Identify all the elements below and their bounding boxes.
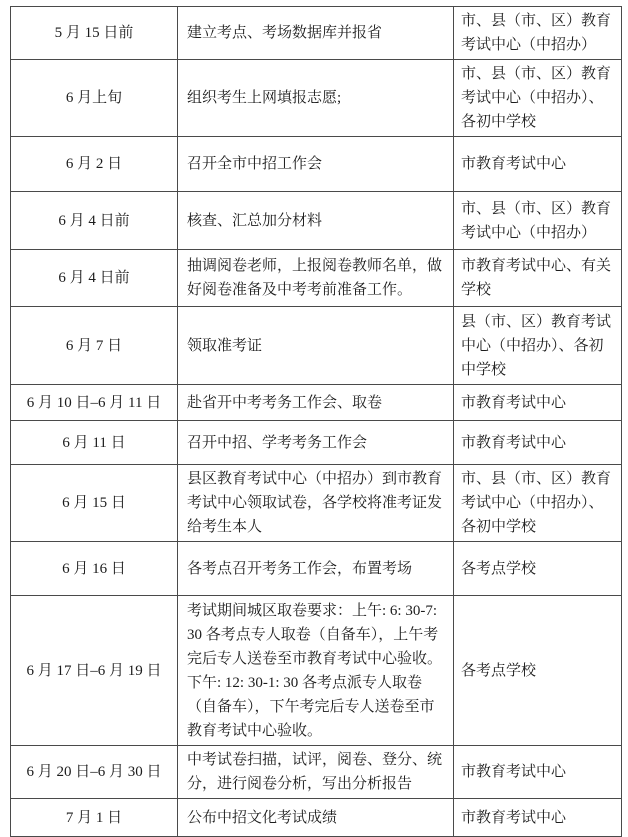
table-row bbox=[11, 192, 622, 250]
org-cell: 各考点学校 bbox=[454, 542, 622, 596]
table-row bbox=[11, 421, 622, 465]
task-cell: 核查、汇总加分材料 bbox=[178, 192, 454, 250]
table-row bbox=[11, 250, 622, 307]
org-cell: 市、县（市、区）教育考试中心（中招办） bbox=[454, 192, 622, 250]
task-cell: 各考点召开考务工作会，布置考场 bbox=[178, 542, 454, 596]
task-cell: 公布中招文化考试成绩 bbox=[178, 799, 454, 837]
task-cell: 中考试卷扫描，试评，阅卷、登分、统分，进行阅卷分析，写出分析报告 bbox=[178, 746, 454, 799]
table-row bbox=[11, 799, 622, 837]
org-cell: 县（市、区）教育考试中心（中招办）、各初中学校 bbox=[454, 307, 622, 385]
org-cell: 市、县（市、区）教育考试中心（中招办）、各初中学校 bbox=[454, 60, 622, 137]
date-cell: 6 月 4 日前 bbox=[11, 250, 178, 307]
task-cell: 建立考点、考场数据库并报省 bbox=[178, 7, 454, 60]
date-cell: 6 月 10 日–6 月 11 日 bbox=[11, 385, 178, 421]
org-cell: 市教育考试中心 bbox=[454, 799, 622, 837]
org-cell: 市、县（市、区）教育考试中心（中招办） bbox=[454, 7, 622, 60]
table-row bbox=[11, 385, 622, 421]
table-row bbox=[11, 307, 622, 385]
date-cell: 6 月 17 日–6 月 19 日 bbox=[11, 596, 178, 746]
org-cell: 市、县（市、区）教育考试中心（中招办）、各初中学校 bbox=[454, 465, 622, 542]
table-row bbox=[11, 60, 622, 137]
org-cell: 市教育考试中心 bbox=[454, 385, 622, 421]
task-cell: 召开全市中招工作会 bbox=[178, 137, 454, 192]
table-row bbox=[11, 746, 622, 799]
date-cell: 6 月上旬 bbox=[11, 60, 178, 137]
org-cell: 各考点学校 bbox=[454, 596, 622, 746]
table-row bbox=[11, 596, 622, 746]
org-cell: 市教育考试中心、有关学校 bbox=[454, 250, 622, 307]
task-cell: 召开中招、学考考务工作会 bbox=[178, 421, 454, 465]
date-cell: 6 月 15 日 bbox=[11, 465, 178, 542]
date-cell: 6 月 4 日前 bbox=[11, 192, 178, 250]
date-cell: 7 月 1 日 bbox=[11, 799, 178, 837]
date-cell: 6 月 16 日 bbox=[11, 542, 178, 596]
task-cell: 组织考生上网填报志愿; bbox=[178, 60, 454, 137]
task-cell: 赴省开中考考务工作会、取卷 bbox=[178, 385, 454, 421]
date-cell: 6 月 20 日–6 月 30 日 bbox=[11, 746, 178, 799]
date-cell: 5 月 15 日前 bbox=[11, 7, 178, 60]
table-row bbox=[11, 7, 622, 60]
org-cell: 市教育考试中心 bbox=[454, 137, 622, 192]
table-row bbox=[11, 465, 622, 542]
task-cell: 领取准考证 bbox=[178, 307, 454, 385]
table-row bbox=[11, 137, 622, 192]
task-cell: 考试期间城区取卷要求：上午: 6: 30-7: 30 各考点专人取卷（自备车），上午考完后专人送卷至市教育考试中心验收。下午: 12: 30-1: 30 各考点派专人取卷（自备车），下午考完后专人送卷至市教育考试中心验收。 bbox=[178, 596, 454, 746]
schedule-table bbox=[10, 6, 622, 837]
date-cell: 6 月 7 日 bbox=[11, 307, 178, 385]
date-cell: 6 月 2 日 bbox=[11, 137, 178, 192]
task-cell: 县区教育考试中心（中招办）到市教育考试中心领取试卷，各学校将准考证发给考生本人 bbox=[178, 465, 454, 542]
table-row bbox=[11, 542, 622, 596]
task-cell: 抽调阅卷老师，上报阅卷教师名单，做好阅卷准备及中考考前准备工作。 bbox=[178, 250, 454, 307]
org-cell: 市教育考试中心 bbox=[454, 421, 622, 465]
org-cell: 市教育考试中心 bbox=[454, 746, 622, 799]
date-cell: 6 月 11 日 bbox=[11, 421, 178, 465]
